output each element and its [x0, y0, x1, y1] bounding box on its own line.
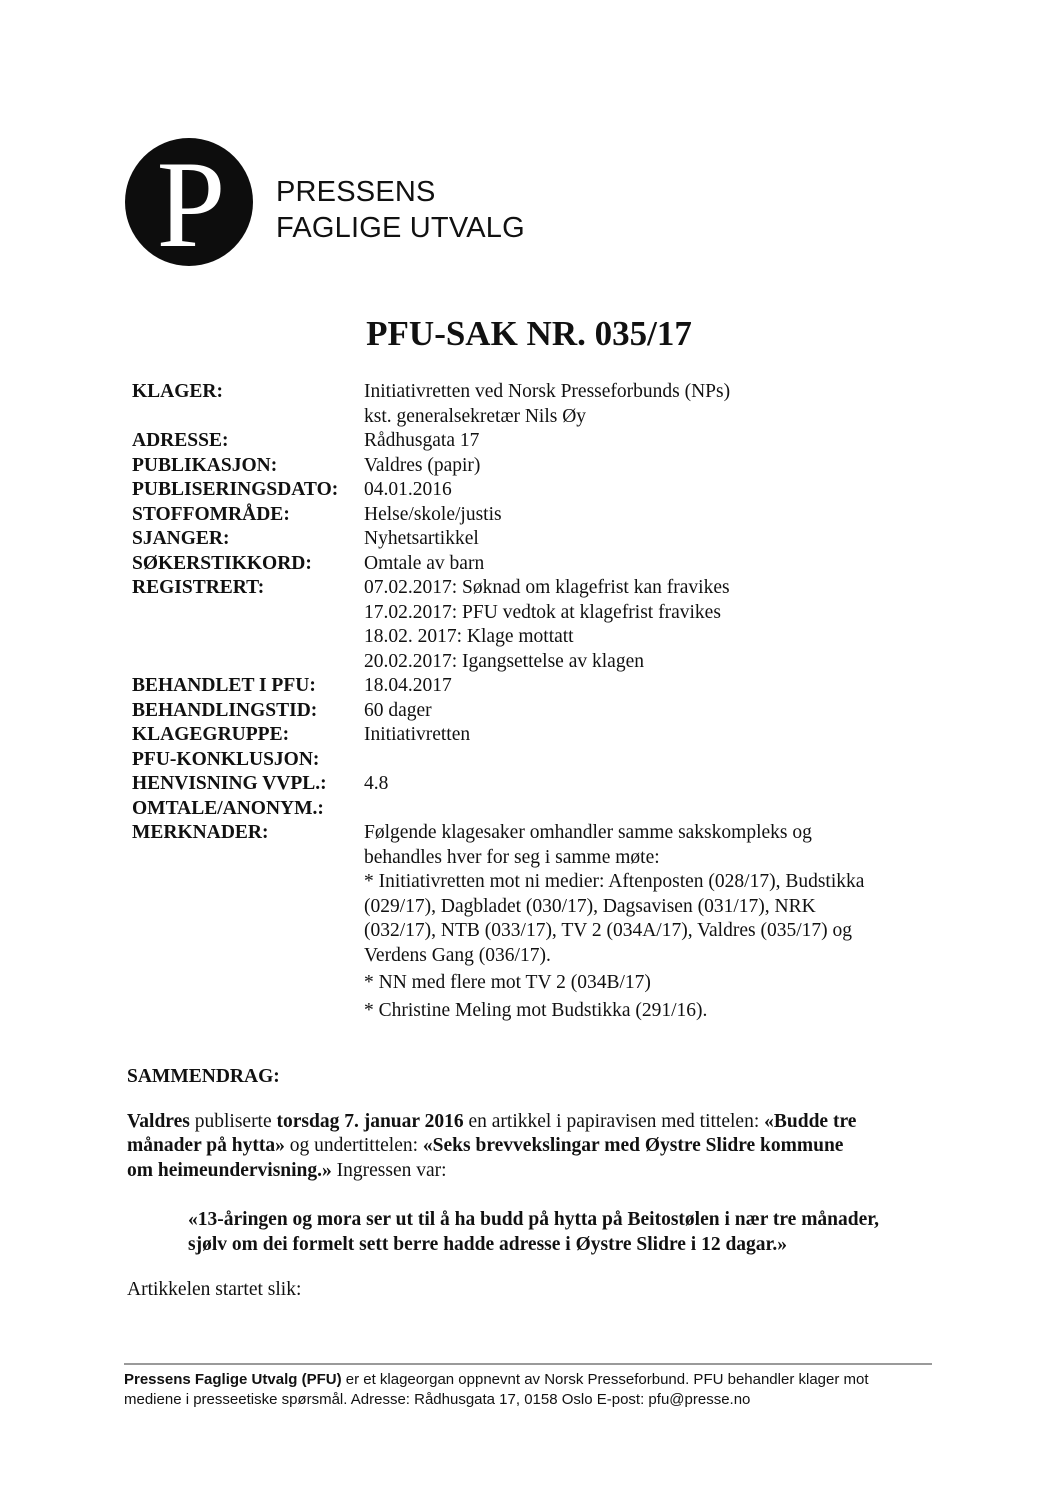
logo-line-2: FAGLIGE UTVALG [276, 212, 525, 244]
field-label: OMTALE/ANONYM.: [132, 797, 324, 819]
field-adresse [132, 429, 932, 454]
field-klager [132, 380, 932, 429]
summary-line [127, 1134, 927, 1158]
case-fields [132, 380, 932, 1023]
summary-line [127, 1110, 927, 1134]
field-value-line: (029/17), Dagbladet (030/17), Dagsavisen (031/17), NRK [364, 895, 816, 917]
field-behandlet [132, 674, 932, 699]
field-value-line: Initiativretten ved Norsk Presseforbunds (NPs) [364, 381, 731, 402]
footer-org: Pressens Faglige Utvalg (PFU) [124, 1371, 342, 1388]
field-label: STOFFOMRÅDE: [132, 503, 290, 525]
field-label: PFU-KONKLUSJON: [132, 748, 320, 770]
field-value-line: kst. generalsekretær Nils Øy [364, 405, 587, 427]
field-value: Initiativretten [364, 724, 471, 745]
article-subtitle: «Seks brevvekslingar med Øystre Slidre kommune [422, 1135, 844, 1157]
pfu-logo [125, 138, 253, 266]
field-value-line: (032/17), NTB (033/17), TV 2 (034A/17), Valdres (035/17) og [364, 920, 852, 941]
logo-line-1: PRESSENS [276, 176, 436, 208]
field-omtale [132, 797, 932, 822]
field-behandlingstid [132, 699, 932, 724]
field-label: MERKNADER: [132, 822, 269, 843]
field-value-line: 20.02.2017: Igangsettelse av klagen [364, 650, 644, 672]
field-value [364, 821, 932, 1023]
field-henvisning [132, 772, 932, 797]
field-label: SØKERSTIKKORD: [132, 552, 312, 574]
lead-quote-line: «13-åringen og mora ser ut til å ha budd på hytta på Beitostølen i nær tre månader, [188, 1209, 880, 1230]
field-value: Rådhusgata 17 [364, 430, 480, 451]
lead-quote-line: sjølv om dei formelt sett berre hadde adresse i Øystre Slidre i 12 dagar.» [188, 1233, 788, 1255]
field-label: HENVISNING VVPL.: [132, 773, 327, 794]
field-label: SJANGER: [132, 528, 230, 549]
field-label: PUBLIKASJON: [132, 454, 278, 476]
field-value [364, 576, 932, 674]
field-label: REGISTRERT: [132, 577, 265, 598]
article-start-text: Artikkelen startet slik: [127, 1279, 302, 1300]
summary-text: og undertittelen: [284, 1135, 423, 1157]
case-title: PFU-SAK NR. 035/17 [366, 314, 692, 353]
field-registrert [132, 576, 932, 674]
article-title: «Budde tre [764, 1111, 857, 1132]
field-konklusjon [132, 748, 932, 773]
publication-name: Valdres [127, 1111, 190, 1132]
field-sjanger [132, 527, 932, 552]
page-footer [124, 1370, 944, 1410]
field-value: 60 dager [364, 699, 432, 721]
summary-text: publiserte [189, 1111, 277, 1132]
lead-quote [188, 1208, 948, 1257]
logo-wordmark [276, 174, 525, 246]
field-value-line: 07.02.2017: Søknad om klagefrist kan fravikes [364, 577, 730, 598]
footer-divider [124, 1363, 932, 1365]
field-label: KLAGER: [132, 381, 224, 402]
field-value: 4.8 [364, 773, 389, 794]
field-publiseringsdato [132, 478, 932, 503]
field-label: BEHANDLET I PFU: [132, 675, 316, 696]
article-subtitle-cont: om heimeundervisning.» [127, 1159, 332, 1181]
field-value [364, 380, 932, 429]
field-value-line: Verdens Gang (036/17). [364, 944, 551, 966]
field-klagegruppe [132, 723, 932, 748]
field-value: 04.01.2016 [364, 479, 452, 500]
field-value: Nyhetsartikkel [364, 528, 479, 549]
summary-text: Ingressen var: [331, 1159, 447, 1181]
field-label: PUBLISERINGSDATO: [132, 479, 339, 500]
field-value-line: * Christine Meling mot Budstikka (291/16). [364, 999, 708, 1021]
field-value-line: Følgende klagesaker omhandler samme sakskompleks og [364, 822, 812, 843]
field-value: 18.04.2017 [364, 675, 452, 696]
field-value: Omtale av barn [364, 552, 485, 574]
field-value-line: * Initiativretten mot ni medier: Aftenposten (028/17), Budstikka [364, 871, 865, 892]
footer-line-1 [124, 1370, 944, 1390]
footer-line-2: mediene i presseetiske spørsmål. Adresse: Rådhusgata 17, 0158 Oslo E-post: pfu@presse.no [124, 1391, 751, 1408]
field-label: ADRESSE: [132, 430, 229, 451]
field-value: Valdres (papir) [364, 454, 481, 476]
field-value-line: behandles hver for seg i samme møte: [364, 846, 660, 868]
field-value: Helse/skole/justis [364, 503, 502, 525]
article-title-cont: månader på hytta» [127, 1135, 285, 1157]
summary-paragraph [127, 1110, 927, 1183]
summary-heading: SAMMENDRAG: [127, 1066, 280, 1087]
logo-letter: P [156, 138, 226, 266]
summary-text: en artikkel i papiravisen med tittelen: [463, 1111, 765, 1132]
publication-date: torsdag 7. januar 2016 [276, 1111, 464, 1132]
footer-text: er et klageorgan oppnevnt av Norsk Presseforbund. PFU behandler klager mot [341, 1371, 869, 1388]
field-value-line: 17.02.2017: PFU vedtok at klagefrist fravikes [364, 601, 721, 623]
field-label: BEHANDLINGSTID: [132, 699, 318, 721]
field-publikasjon [132, 454, 932, 479]
field-stoffomrade [132, 503, 932, 528]
field-value-line: 18.02. 2017: Klage mottatt [364, 626, 574, 647]
field-value-line: * NN med flere mot TV 2 (034B/17) [364, 972, 651, 993]
field-label: KLAGEGRUPPE: [132, 724, 290, 745]
summary-line [127, 1159, 927, 1183]
field-sokerstikkord [132, 552, 932, 577]
field-merknader [132, 821, 932, 1023]
